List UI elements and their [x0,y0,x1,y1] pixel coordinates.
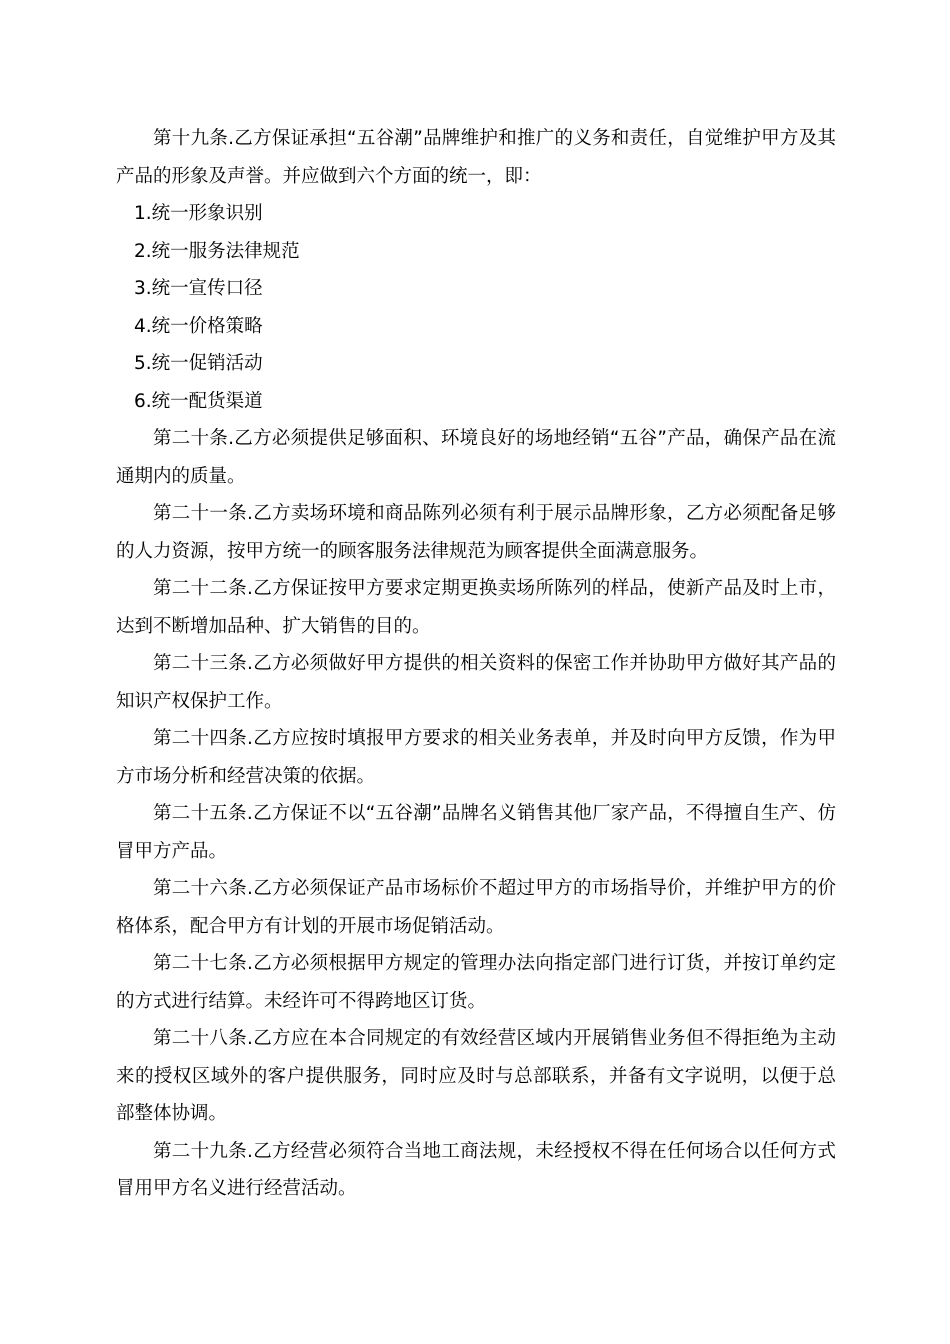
article-19: 第十九条.乙方保证承担“五谷潮”品牌维护和推广的义务和责任，自觉维护甲方及其产品的形象及声誉。并应做到六个方面的统一，即： [116,128,836,187]
article-28: 第二十八条.乙方应在本合同规定的有效经营区域内开展销售业务但不得拒绝为主动来的授权区域外的客户提供服务，同时应及时与总部联系，并备有文字说明，以便于总部整体协调。 [116,1028,836,1124]
article-23: 第二十三条.乙方必须做好甲方提供的相关资料的保密工作并协助甲方做好其产品的知识产权保护工作。 [116,653,836,712]
article-25: 第二十五条.乙方保证不以“五谷潮”品牌名义销售其他厂家产品，不得擅自生产、仿冒甲方产品。 [116,803,836,862]
article-24: 第二十四条.乙方应按时填报甲方要求的相关业务表单，并及时向甲方反馈，作为甲方市场分析和经营决策的依据。 [116,728,836,787]
article-21: 第二十一条.乙方卖场环境和商品陈列必须有利于展示品牌形象，乙方必须配备足够的人力资源，按甲方统一的顾客服务法律规范为顾客提供全面满意服务。 [116,503,836,562]
article-27: 第二十七条.乙方必须根据甲方规定的管理办法向指定部门进行订货，并按订单约定的方式进行结算。未经许可不得跨地区订货。 [116,953,836,1012]
list-item: 2.统一服务法律规范 [134,240,300,262]
article-26: 第二十六条.乙方必须保证产品市场标价不超过甲方的市场指导价，并维护甲方的价格体系，配合甲方有计划的开展市场促销活动。 [116,878,836,937]
list-item: 6.统一配货渠道 [134,390,263,412]
list-item: 3.统一宣传口径 [134,278,263,299]
article-20: 第二十条.乙方必须提供足够面积、环境良好的场地经销“五谷”产品，确保产品在流通期内的质量。 [116,428,836,487]
document-body [116,120,836,1208]
article-29: 第二十九条.乙方经营必须符合当地工商法规，未经授权不得在任何场合以任何方式冒用甲方名义进行经营活动。 [116,1140,836,1199]
list-item: 5.统一促销活动 [134,353,263,374]
list-item: 1.统一形象识别 [134,203,263,224]
list-item: 4.统一价格策略 [134,315,263,337]
article-22: 第二十二条.乙方保证按甲方要求定期更换卖场所陈列的样品，使新产品及时上市，达到不断增加品种、扩大销售的目的。 [116,578,836,637]
